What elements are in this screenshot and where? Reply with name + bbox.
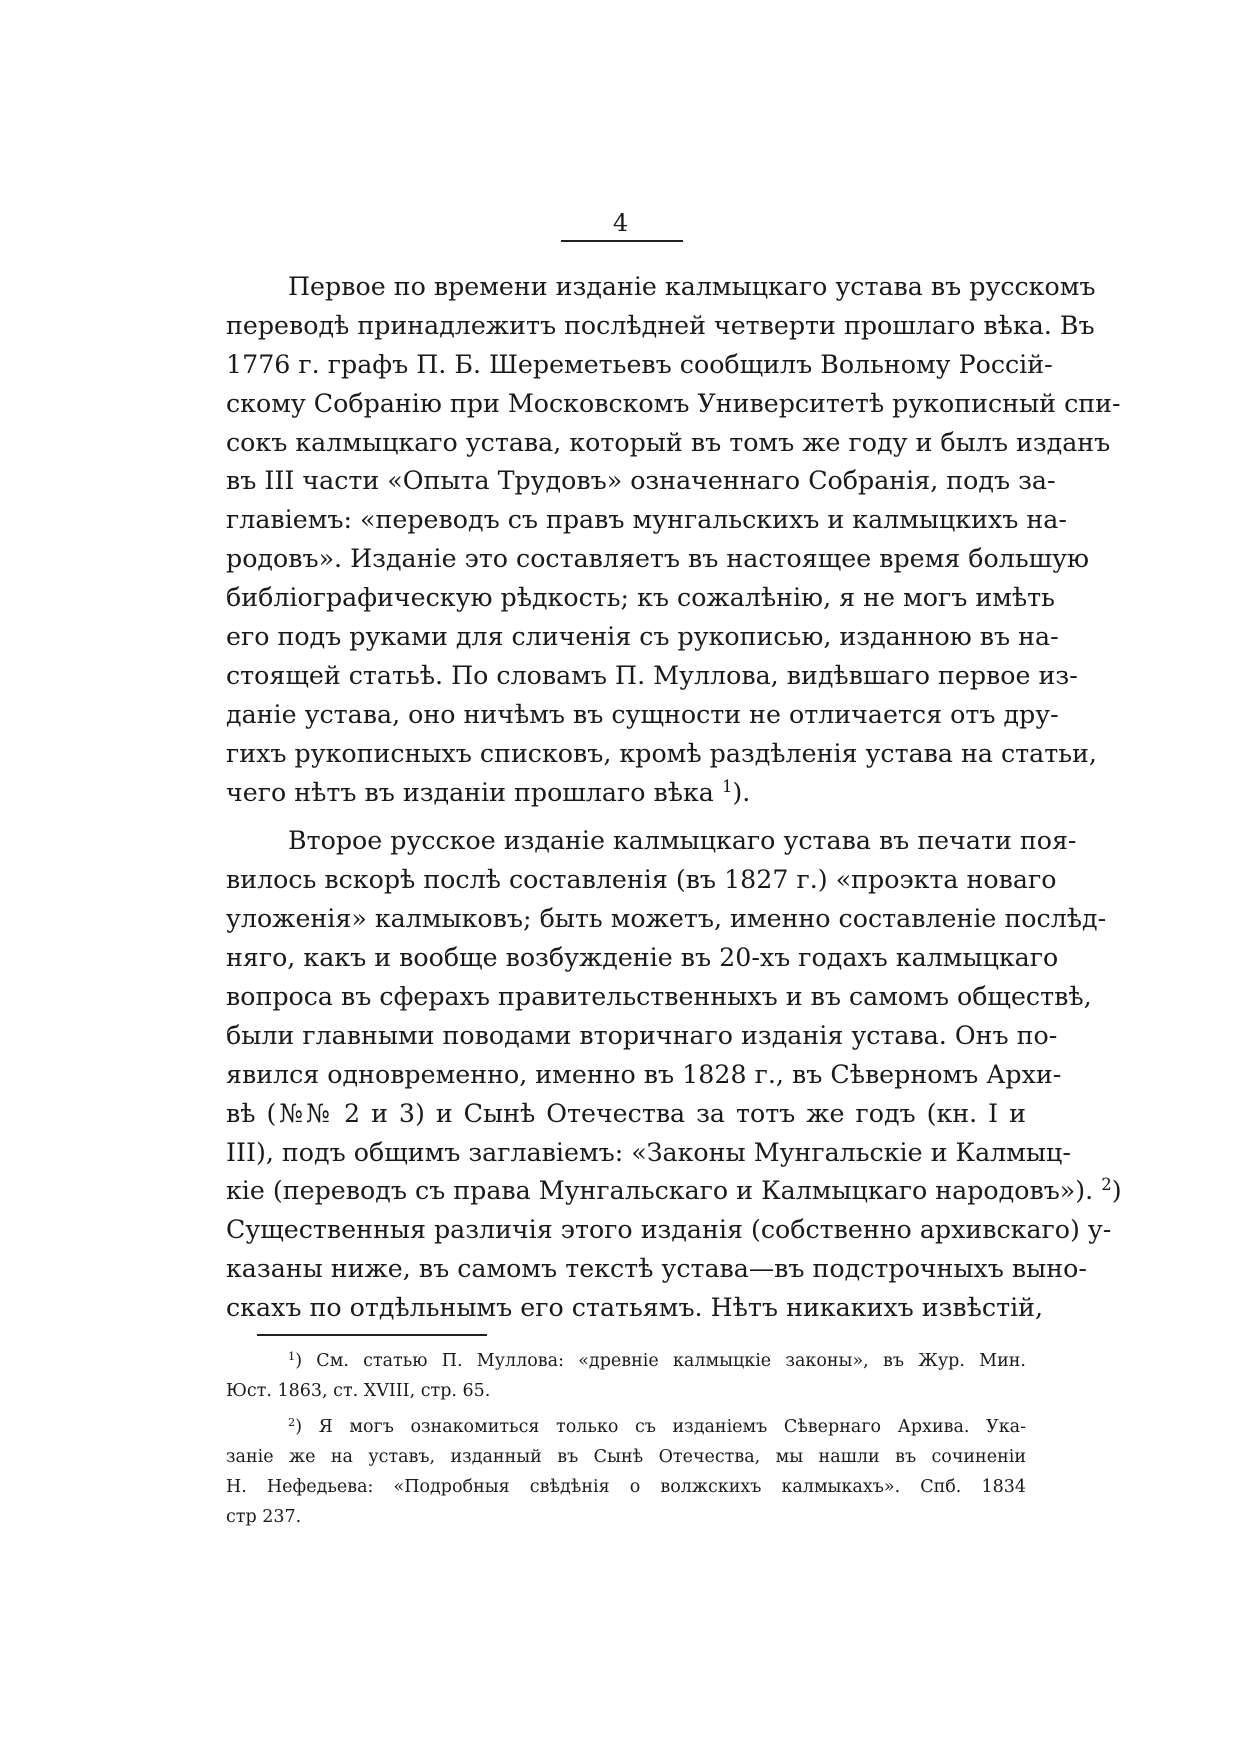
footnote-ref-2[interactable]: 2	[1101, 1175, 1112, 1195]
text-line: стоящей статьѣ. По словамъ П. Муллова, видѣвшаго первое из-	[226, 660, 1078, 690]
text-line: даніе устава, оно ничѣмъ въ сущности не отличается отъ дру-	[226, 699, 1059, 729]
text-line: III), подъ общимъ заглавіемъ: «Законы Мунгальскіе и Калмыц-	[226, 1137, 1071, 1167]
footnote-line: стр 237.	[226, 1507, 302, 1527]
line-end: ).	[732, 777, 751, 807]
footnote-mark: 1	[288, 1348, 296, 1363]
text-line	[226, 774, 1026, 813]
text-line: кіе (переводъ съ права Мунгальскаго и Калмыцкаго народовъ»). $^2$)	[226, 1175, 1122, 1206]
text-line: сокъ калмыцкаго устава, который въ томъ же году и былъ изданъ	[226, 427, 1111, 457]
text-line: были главными поводами вторичнаго изданія устава. Онъ по-	[226, 1020, 1058, 1050]
text-line: казаны ниже, въ самомъ текстѣ устава—въ подстрочныхъ выно-	[226, 1254, 1087, 1284]
text-line: въ III части «Опыта Трудовъ» означеннаго Собранія, подъ за-	[226, 466, 1056, 496]
footnote-line: заніе же на уставъ, изданный въ Сынѣ Отечества, мы нашли въ сочиненіи	[226, 1447, 1026, 1467]
footnote-ref-1[interactable]: 1	[721, 776, 733, 796]
text-line: вѣ (№№ 2 и 3) и Сынѣ Отечества за тотъ же годъ (кн. I и	[226, 1098, 1026, 1128]
footnotes	[226, 1346, 1026, 1532]
text-line: родовъ». Изданіе это составляетъ въ настоящее время большую	[226, 544, 1090, 574]
text-line: скахъ по отдѣльнымъ его статьямъ. Нѣтъ никакихъ извѣстій,	[226, 1293, 1044, 1323]
text-line: уложенія» калмыковъ; быть можетъ, именно составленіе послѣд-	[226, 904, 1107, 934]
text-line: явился одновременно, именно въ 1828 г., въ Сѣверномъ Архи-	[226, 1059, 1062, 1089]
text-line: переводѣ принадлежитъ послѣдней четверти прошлаго вѣка. Въ	[226, 310, 1095, 340]
text-line: вилось вскорѣ послѣ составленія (въ 1827 г.) «проэкта новаго	[226, 865, 1057, 895]
text-line: его подъ руками для сличенія съ рукописью, изданною въ на-	[226, 622, 1059, 652]
text-line: няго, какъ и вообще возбужденіе въ 20-хъ годахъ калмыцкаго	[226, 943, 1059, 973]
text-line: главіемъ: «переводъ съ правъ мунгальскихъ и калмыцкихъ на-	[226, 505, 1067, 535]
text-line: вопроса въ сферахъ правительственныхъ и въ самомъ обществѣ,	[226, 982, 1092, 1012]
footnote-mark: 2	[288, 1414, 296, 1429]
footnote-line: Юст. 1863, ст. XVIII, стр. 65.	[226, 1381, 491, 1401]
footnote-text: ) См. статью П. Муллова: «древніе калмыцкіе законы», въ Жур. Мин.	[295, 1351, 1026, 1371]
page-number-rule	[561, 240, 683, 242]
page-number: 4	[612, 209, 629, 237]
line-text: кіе (переводъ съ права Мунгальскаго и Калмыцкаго народовъ»).	[226, 1176, 1094, 1206]
footnote-1	[226, 1346, 1026, 1376]
text-line: библіографическую рѣдкость; къ сожалѣнію, я не могъ имѣть	[226, 583, 1055, 613]
footnote-text: ) Я могъ ознакомиться только съ изданіемъ Сѣвернаго Архива. Ука-	[295, 1417, 1026, 1437]
footnote-separator	[257, 1334, 487, 1336]
text-line: Второе русское изданіе калмыцкаго устава въ печати поя-	[288, 826, 1077, 856]
text-line: скому Собранію при Московскомъ Университетѣ рукописный спи-	[226, 388, 1121, 418]
text-line: Существенныя различія этого изданія (собственно архивскаго) у-	[226, 1215, 1112, 1245]
text-line: 1776 г. графъ П. Б. Шереметьевъ сообщилъ Вольному Россій-	[226, 349, 1053, 379]
footnote-2	[226, 1412, 1026, 1442]
main-text	[226, 268, 1122, 1328]
footnote-line: Н. Нефедьева: «Подробныя свѣдѣнія о волжскихъ калмыкахъ». Спб. 1834	[226, 1477, 1026, 1497]
line-text: чего нѣтъ въ изданіи прошлаго вѣка	[226, 777, 714, 807]
text-line: гихъ рукописныхъ списковъ, кромѣ раздѣленія устава на статьи,	[226, 738, 1097, 768]
text-line: Первое по времени изданіе калмыцкаго устава въ русскомъ	[288, 272, 1096, 301]
